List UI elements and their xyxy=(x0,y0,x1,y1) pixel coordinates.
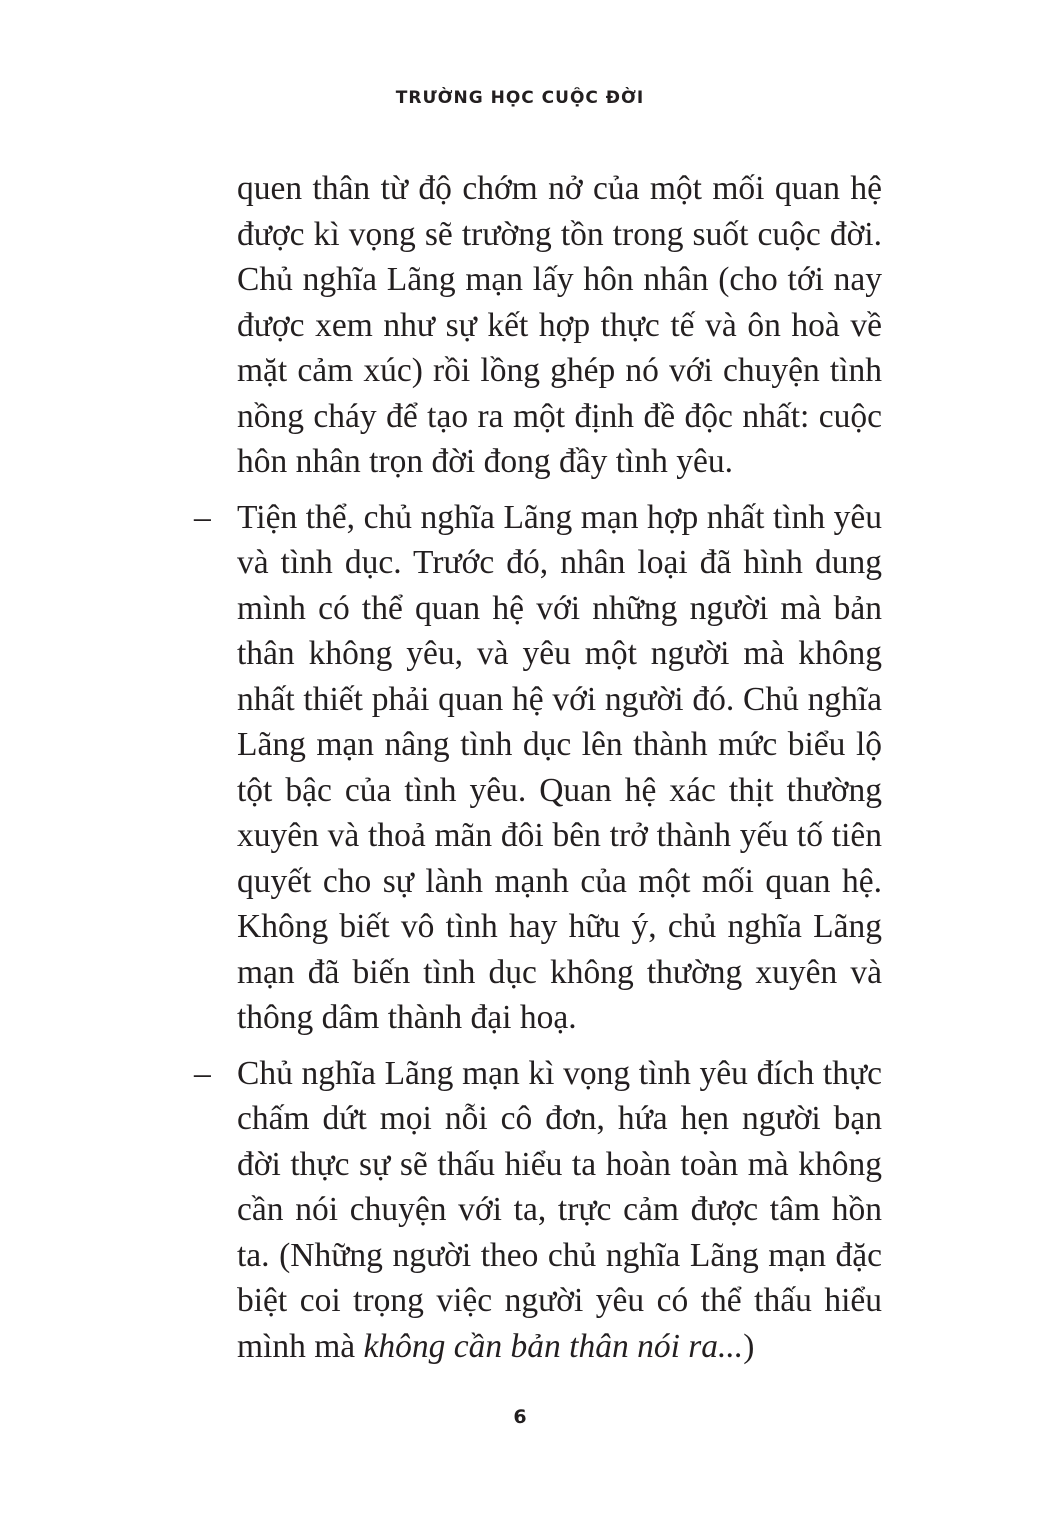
body-text xyxy=(194,166,882,1369)
italic-phrase: không cần bản thân nói ra... xyxy=(363,1327,744,1365)
page-number: 6 xyxy=(513,1406,527,1428)
en-dash-bullet: – xyxy=(194,498,211,536)
en-dash-bullet: – xyxy=(194,1054,211,1092)
running-header-title: TRƯỜNG HỌC CUỘC ĐỜI xyxy=(395,88,645,108)
list-item-text: Tiện thể, chủ nghĩa Lãng mạn hợp nhất tình yêu và tình dục. Trước đó, nhân loại đã hình dung mình có thể quan hệ với những người mà bản thân không yêu, và yêu một người mà không nhất thiết phải quan hệ với người đó. Chủ nghĩa Lãng mạn nâng tình dục lên thành mức biểu lộ tột bậc của tình yêu. Quan hệ xác thịt thường xuyên và thoả mãn đôi bên trở thành yếu tố tiên quyết cho sự lành mạnh của một mối quan hệ. Không biết vô tình hay hữu ý, chủ nghĩa Lãng mạn đã biến tình dục không thường xuyên và thông dâm thành đại hoạ. xyxy=(237,498,882,1036)
list-item-union-love-sex xyxy=(194,495,882,1041)
closing-parenthesis: ) xyxy=(743,1327,755,1365)
list-item-text: Chủ nghĩa Lãng mạn kì vọng tình yêu đích thực chấm dứt mọi nỗi cô đơn, hứa hẹn người bạn đời thực sự sẽ thấu hiểu ta hoàn toàn mà không cần nói chuyện với ta, trực cảm được tâm hồn ta. (Những người theo chủ nghĩa Lãng mạn đặc biệt coi trọng việc người yêu có thể thấu hiểu mình mà xyxy=(237,1054,882,1365)
list-item-end-loneliness xyxy=(194,1051,882,1370)
paragraph-continuation: quen thân từ độ chớm nở của một mối quan hệ được kì vọng sẽ trường tồn trong suốt cuộc đời. Chủ nghĩa Lãng mạn lấy hôn nhân (cho tới nay được xem như sự kết hợp thực tế và ôn hoà về mặt cảm xúc) rồi lồng ghép nó với chuyện tình nồng cháy để tạo ra một định đề độc nhất: cuộc hôn nhân trọn đời đong đầy tình yêu. xyxy=(237,170,882,480)
